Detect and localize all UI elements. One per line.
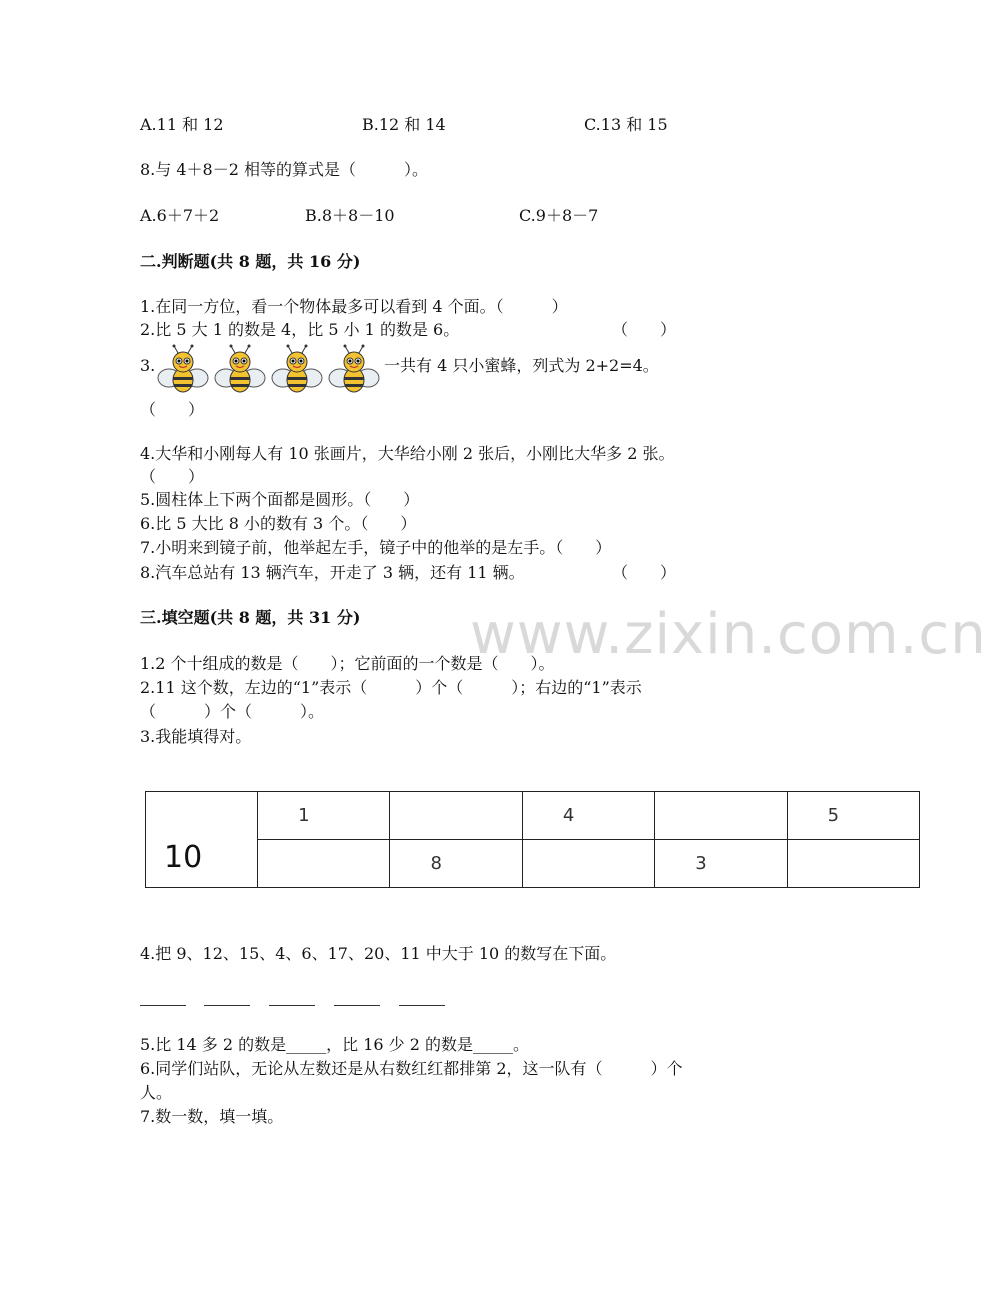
judge-item-2-paren: （ ） — [612, 320, 677, 339]
watermark: www.zixin.com.cn — [470, 602, 987, 667]
q7-option-c: C.13 和 15 — [584, 115, 668, 134]
table-cell: 5 — [787, 792, 919, 840]
q8-question: 8.与 4＋8－2 相等的算式是（ ）。 — [140, 160, 428, 179]
number-table — [145, 791, 920, 888]
judge-item-3-paren: （ ） — [140, 400, 205, 419]
fill-item-2-line1: 2.11 这个数，左边的“1”表示（ ）个（ ）；右边的“1”表示 — [140, 678, 642, 697]
q8-option-a: A.6＋7＋2 — [140, 206, 220, 225]
fill-item-6-line1: 6.同学们站队，无论从左数还是从右数红红都排第 2，这一队有（ ）个 — [140, 1059, 683, 1078]
q8-option-b: B.8＋8－10 — [305, 206, 395, 225]
bee-icon — [214, 344, 266, 396]
table-cell: 1 — [258, 792, 390, 840]
fill-item-3: 3.我能填得对。 — [140, 727, 252, 746]
table-cell-left: 10 — [146, 792, 258, 888]
judge-item-2: 2.比 5 大 1 的数是 4，比 5 小 1 的数是 6。 — [140, 320, 460, 339]
fill-item-5: 5.比 14 多 2 的数是_____，比 16 少 2 的数是_____。 — [140, 1035, 530, 1054]
fill-item-7: 7.数一数，填一填。 — [140, 1107, 284, 1126]
answer-blank[interactable] — [269, 1005, 315, 1006]
answer-blank[interactable] — [204, 1005, 250, 1006]
judge-item-3-text: 一共有 4 只小蜜蜂，列式为 2+2=4。 — [384, 356, 659, 375]
section2-heading: 二.判断题(共 8 题，共 16 分) — [140, 252, 361, 271]
q7-option-b: B.12 和 14 — [362, 115, 446, 134]
judge-item-6: 6.比 5 大比 8 小的数有 3 个。（ ） — [140, 514, 417, 533]
table-cell — [787, 840, 919, 888]
bee-icon — [157, 344, 209, 396]
answer-blank[interactable] — [140, 1005, 186, 1006]
judge-item-1: 1.在同一方位，看一个物体最多可以看到 4 个面。（ ） — [140, 297, 568, 316]
table-cell — [258, 840, 390, 888]
q7-option-a: A.11 和 12 — [140, 115, 224, 134]
fill-item-2-line2: （ ）个（ ）。 — [140, 702, 325, 721]
table-cell — [655, 792, 787, 840]
judge-item-5: 5.圆柱体上下两个面都是圆形。（ ） — [140, 490, 420, 509]
fill-item-4: 4.把 9、12、15、4、6、17、20、11 中大于 10 的数写在下面。 — [140, 944, 617, 963]
judge-item-4: 4.大华和小刚每人有 10 张画片，大华给小刚 2 张后，小刚比大华多 2 张。 — [140, 444, 675, 463]
table-cell — [390, 792, 522, 840]
q8-option-c: C.9＋8－7 — [519, 206, 599, 225]
judge-item-7: 7.小明来到镜子前，他举起左手，镜子中的他举的是左手。（ ） — [140, 538, 612, 557]
table-cell: 4 — [522, 792, 654, 840]
bee-icon — [328, 344, 380, 396]
judge-item-3-number: 3. — [140, 356, 156, 375]
bee-icon — [271, 344, 323, 396]
fill-item-1: 1.2 个十组成的数是（ ）；它前面的一个数是（ ）。 — [140, 654, 555, 673]
judge-item-8-paren: （ ） — [612, 563, 677, 582]
table-cell: 3 — [655, 840, 787, 888]
table-cell: 8 — [390, 840, 522, 888]
answer-blank[interactable] — [334, 1005, 380, 1006]
fill-item-6-line2: 人。 — [140, 1083, 173, 1102]
answer-blank[interactable] — [399, 1005, 445, 1006]
section3-heading: 三.填空题(共 8 题，共 31 分) — [140, 608, 361, 627]
table-cell — [522, 840, 654, 888]
judge-item-4-paren: （ ） — [140, 467, 205, 486]
judge-item-8: 8.汽车总站有 13 辆汽车，开走了 3 辆，还有 11 辆。 — [140, 563, 525, 582]
